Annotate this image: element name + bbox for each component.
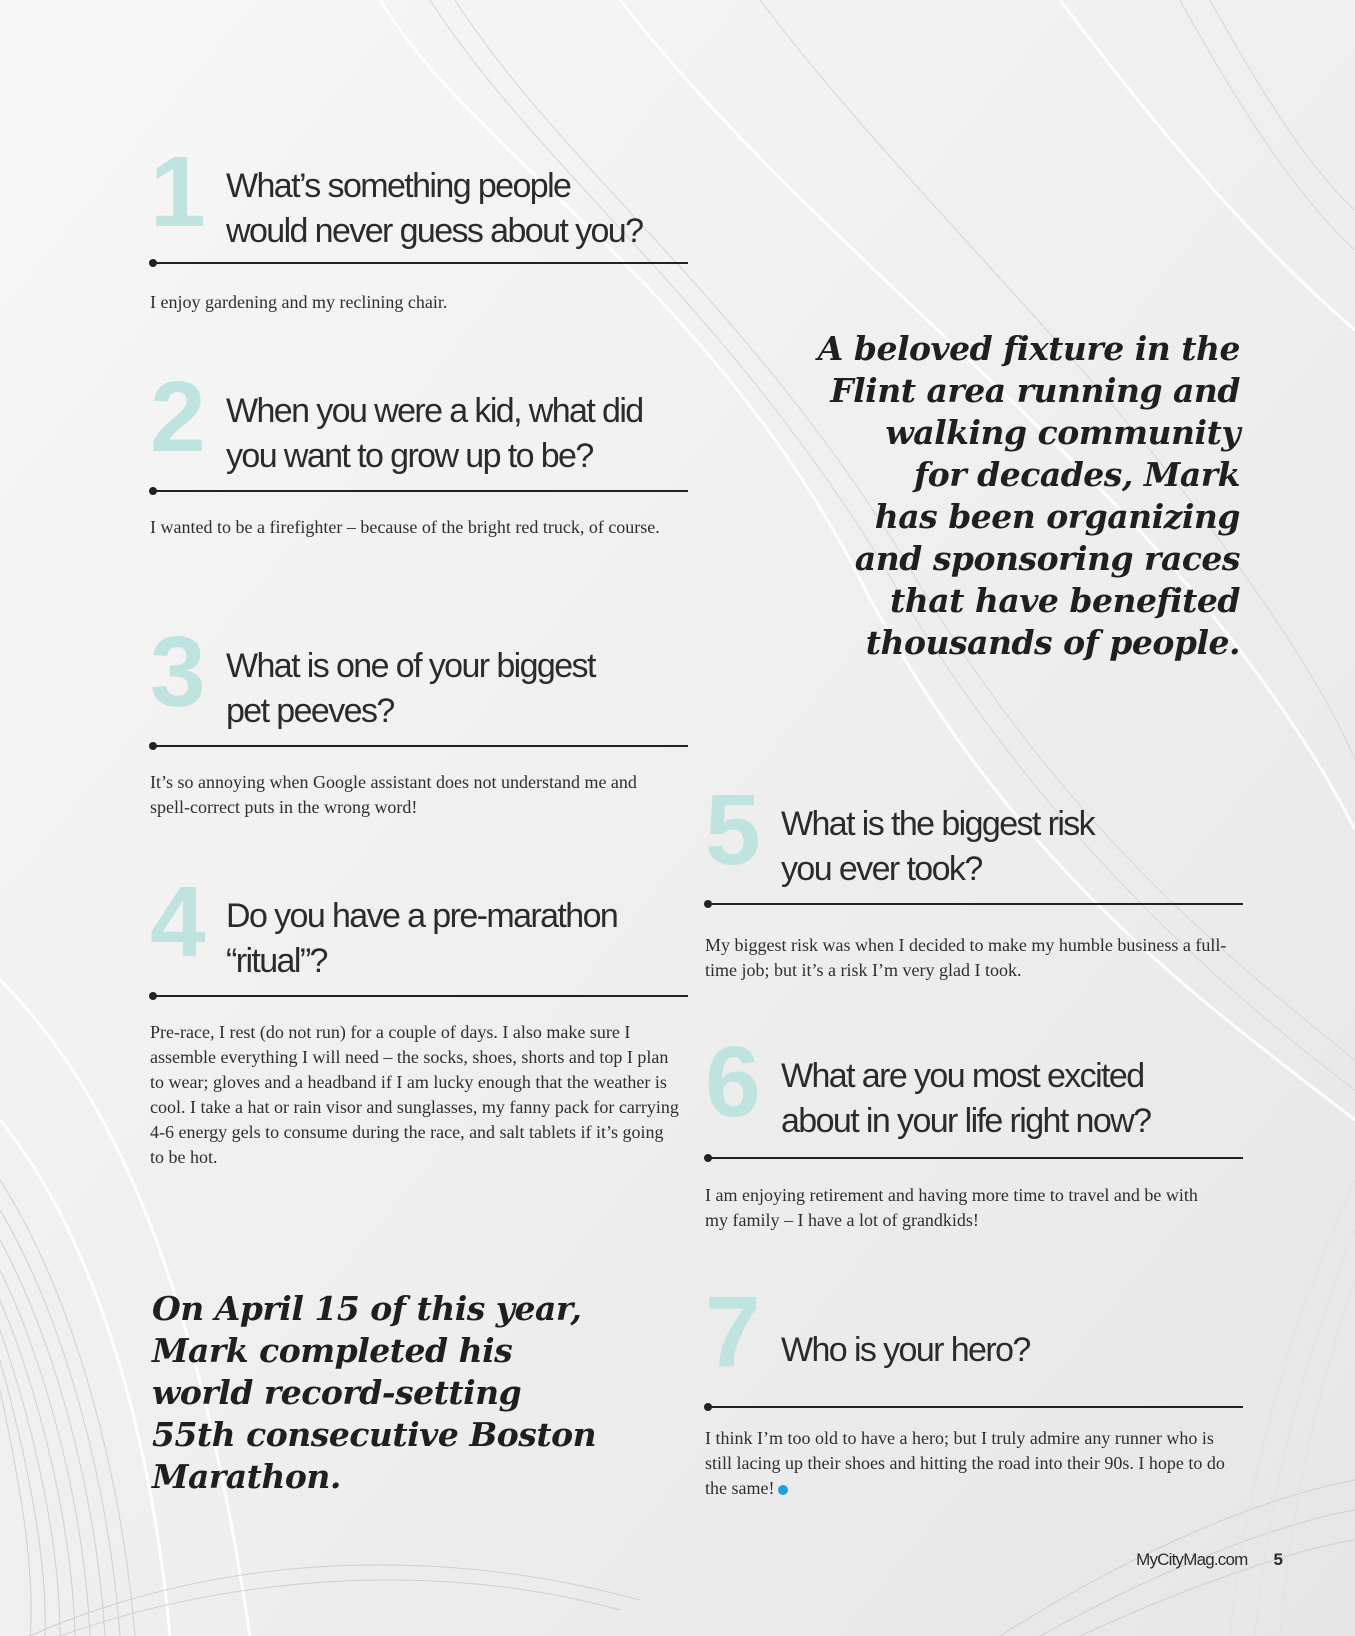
pull-quote-line: Flint area running and [830,371,1240,410]
pull-quote-line: for decades, Mark [914,455,1240,494]
pull-quote-line: that have benefited [890,581,1240,620]
question-text [226,164,642,254]
pull-quote-line: has been organizing [874,497,1240,536]
pull-quote-line: On April 15 of this year, [152,1289,582,1328]
question-line: Do you have a pre-marathon [226,897,618,935]
pull-quote-line: Mark completed his [152,1331,513,1370]
page-number: 5 [1273,1550,1283,1569]
question-number: 3 [150,616,206,728]
question-line: Who is your hero? [781,1331,1030,1369]
question-text [226,389,643,479]
question-line: you want to grow up to be? [226,437,593,475]
pull-quote-line: 55th consecutive Boston [152,1415,597,1454]
question-text [781,802,1094,892]
answer-text [705,1426,1225,1501]
question-text [226,894,617,984]
pull-quote-line: thousands of people. [865,623,1240,662]
answer-text: I am enjoying retirement and having more time to travel and be with my family – I have a lot of grandkids! [705,1185,1198,1230]
question-number: 1 [150,136,206,248]
question-line: “ritual”? [226,942,327,980]
answer-text: I enjoy gardening and my reclining chair. [150,292,448,312]
question-text [781,1328,1030,1373]
pull-quote-record [152,1288,672,1498]
question-text [226,644,595,734]
divider-rule [705,903,1243,905]
answer-text: Pre-race, I rest (do not run) for a couple of days. I also make sure I assemble everything I will need – the socks, shoes, shorts and top I plan to wear; gloves and a headband if I am lucky enough that the weather is cool. I take a hat or rain visor and sunglasses, my fanny pack for carrying 4-6 energy gels to consume during the race, and salt tablets if it’s going to be hot. [150,1022,679,1167]
answer-text: It’s so annoying when Google assistant does not understand me and spell-correct puts in the wrong word! [150,772,637,817]
question-line: What are you most excited [781,1057,1144,1095]
question-number: 6 [705,1026,761,1138]
answer-text: My biggest risk was when I decided to make my humble business a full-time job; but it’s a risk I’m very glad I took. [705,935,1227,980]
question-line: about in your life right now? [781,1102,1151,1140]
answer-text-content: I think I’m too old to have a hero; but I truly admire any runner who is still lacing up their shoes and hitting the road into their 90s. I hope to do the same! [705,1428,1225,1498]
page-footer [1136,1550,1283,1570]
question-line: What is one of your biggest [226,647,595,685]
pull-quote-line: A beloved fixture in the [817,329,1240,368]
answer-text: I wanted to be a firefighter – because of the bright red truck, of course. [150,517,660,537]
question-number: 5 [705,774,761,886]
question-line: When you were a kid, what did [226,392,643,430]
divider-rule [150,262,688,264]
pull-quote-line: walking community [885,413,1240,452]
question-line: you ever took? [781,850,982,888]
question-number: 4 [150,866,206,978]
pull-quote-line: and sponsoring races [854,539,1240,578]
divider-rule [150,995,688,997]
question-line: pet peeves? [226,692,394,730]
divider-rule [150,490,688,492]
question-text [781,1054,1150,1144]
divider-rule [705,1157,1243,1159]
question-line: What is the biggest risk [781,805,1095,843]
question-line: What’s something people [226,167,571,205]
divider-rule [705,1406,1243,1408]
question-number: 2 [150,361,206,473]
pull-quote-line: world record-setting [152,1373,522,1412]
footer-site: MyCityMag.com [1136,1550,1248,1569]
divider-rule [150,745,688,747]
question-number: 7 [705,1276,761,1388]
question-line: would never guess about you? [226,212,643,250]
pull-quote-fixture [780,328,1240,664]
end-mark-icon [778,1485,788,1495]
pull-quote-line: Marathon. [152,1457,341,1496]
